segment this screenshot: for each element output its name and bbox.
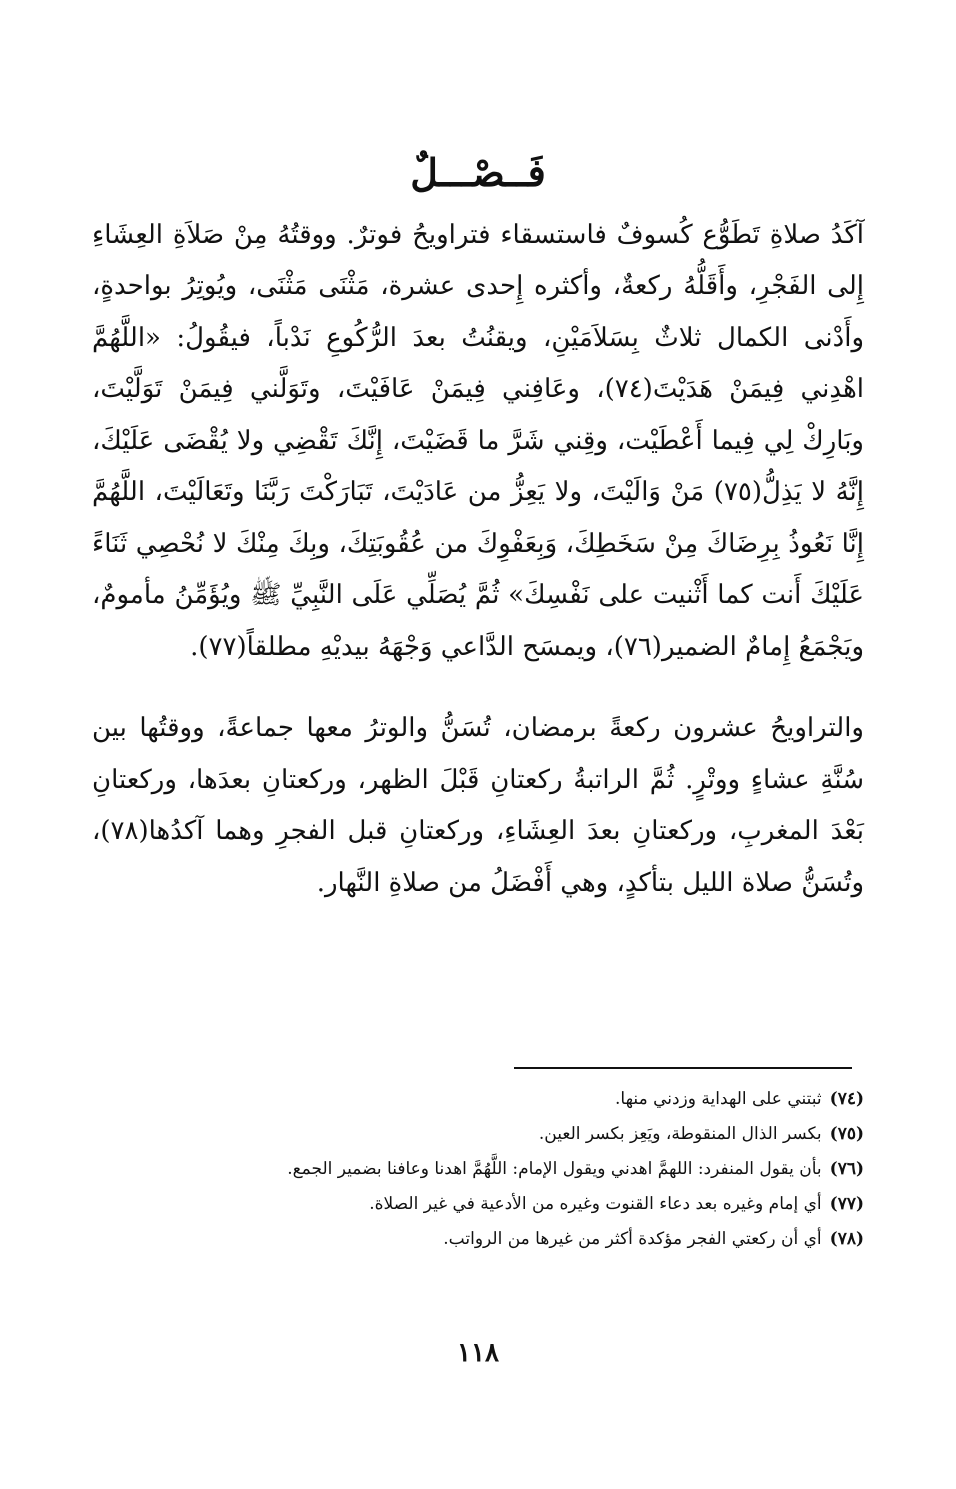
footnote-text: أي إمام وغيره بعد دعاء القنوت وغيره من الأدعية في غير الصلاة.	[369, 1194, 822, 1214]
paragraph-witr: آكَدُ صلاةِ تَطَوُّع كُسوفٌ فاستسقاء فتراويحُ فوترٌ. ووقتُهُ مِنْ صَلاَةِ العِشَاءِ إِلى الفَجْرِ، وأَقَلُّهُ ركعةٌ، وأكثره إِحدى عشرة، مَثْنَى مَثْنَى، ويُوتِرُ بواحدةٍ، وأَدْنى الكمال ثلاثٌ بِسَلاَمَيْنِ، ويقنُتُ بعدَ الرُّكُوعِ نَدْباً، فيقُولُ: «اللَّهُمَّ اهْدِني فِيمَنْ هَدَيْتَ(٧٤)، وعَافِني فِيمَنْ عَافَيْتَ، وتَوَلَّني فِيمَنْ تَوَلَّيْتَ، وبَارِكْ لِي فِيما أَعْطَيْت، وقِني شَرَّ ما قَضَيْتَ، إِنَّكَ تَقْضِي ولا يُقْضَى عَلَيْكَ، إِنَّهُ لا يَذِلُّ(٧٥) مَنْ وَالَيْتَ، ولا يَعِزُّ من عَادَيْتَ، تَبَارَكْتَ رَبَّنَا وتَعَالَيْتَ، اللَّهُمَّ إِنَّا نَعُوذُ بِرِضَاكَ مِنْ سَخَطِكَ، وَبِعَفْوِكَ من عُقُوبَتِكَ، وبِكَ مِنْكَ لا نُحْصِي ثَنَاءً عَلَيْكَ أَنت كما أَثْنيت على نَفْسِكَ» ثُمَّ يُصَلِّي عَلَى النَّبِيِّ ﷺ ويُؤَمِّنُ مأمومٌ، ويَجْمَعُ إِمامٌ الضمير(٧٦)، ويمسَح الدَّاعي وَجْهَهُ بيديْهِ مطلقاً(٧٧).	[92, 219, 864, 662]
footnote-74	[92, 1082, 864, 1117]
footnote-number: (٧٧)	[829, 1194, 864, 1214]
footnote-number: (٧٨)	[829, 1229, 864, 1249]
footnote-number: (٧٤)	[829, 1089, 864, 1109]
section-title: فَــصْـــلٌ	[410, 150, 546, 195]
paragraph-tarawih: والتراويحُ عشرون ركعةً برمضان، تُسَنُّ والوترُ معها جماعةً، ووقتُها بين سُنَّةِ عشاءٍ ووتْرٍ. ثُمَّ الراتبةُ ركعتانِ قَبْلَ الظهر، وركعتانِ بعدَها، وركعتانِ بَعْدَ المغربِ، وركعتانِ بعدَ العِشَاءِ، وركعتانِ قبل الفجرِ وهما آكدُها(٧٨)، وتُسَنُّ صلاة الليل بتأكدٍ، وهي أَفْضَلُ من صلاةِ النَّهار.	[92, 713, 864, 898]
footnote-text: ثبتني على الهداية وزدني منها.	[615, 1089, 822, 1109]
page-number: ١١٨	[457, 1338, 499, 1368]
footnote-75	[92, 1117, 864, 1152]
page-body	[92, 150, 864, 909]
footnote-text: بأن يقول المنفرد: اللهمَّ اهدني ويقول الإمام: اللَّهُمَّ اهدنا وعافنا بضمير الجمع.	[287, 1159, 822, 1179]
footnotes-list	[92, 1082, 864, 1257]
footnote-number: (٧٦)	[829, 1159, 864, 1179]
footnote-number: (٧٥)	[829, 1124, 864, 1144]
footnote-text: بكسر الذال المنقوطة، ويَعِز بكسر العين.	[538, 1124, 822, 1144]
footnote-78	[92, 1222, 864, 1257]
footnote-77	[92, 1187, 864, 1222]
footnote-76	[92, 1152, 864, 1187]
footnote-separator	[514, 1067, 852, 1069]
footnote-text: أي أن ركعتي الفجر مؤكدة أكثر من غيرها من الرواتب.	[443, 1229, 822, 1249]
